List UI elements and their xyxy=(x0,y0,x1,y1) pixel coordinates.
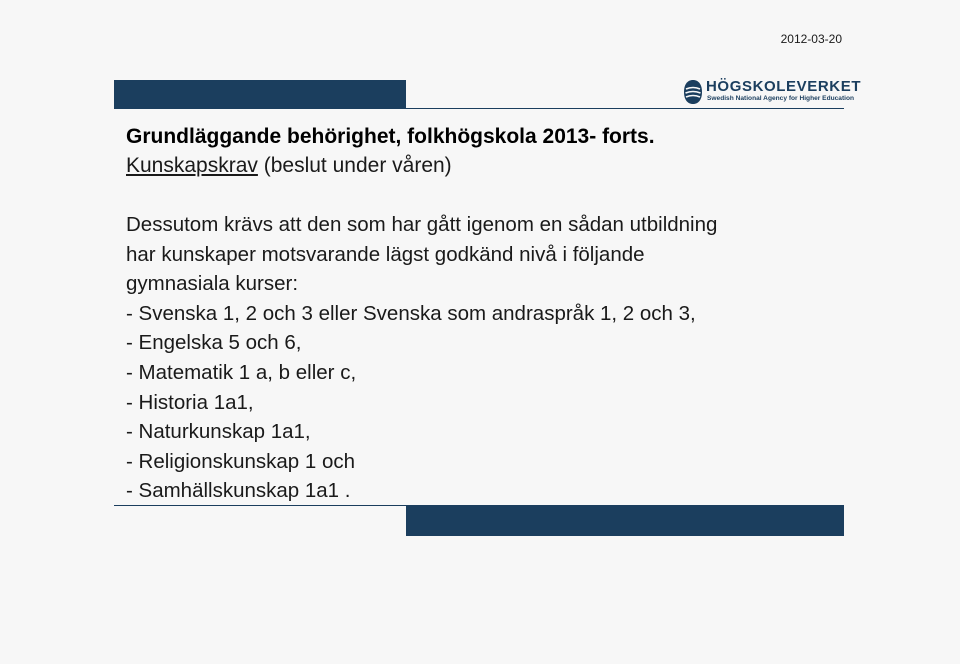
body-line: Dessutom krävs att den som har gått igenom en sådan utbildning xyxy=(126,213,718,236)
body-line: har kunskaper motsvarande lägst godkänd nivå i följande xyxy=(126,242,645,266)
list-item: - Samhällskunskap 1a1 . xyxy=(126,479,351,503)
slide-date: 2012-03-20 xyxy=(780,32,842,46)
header-divider-line xyxy=(406,108,844,109)
logo-emblem-icon xyxy=(683,79,703,105)
slide-body xyxy=(126,210,717,506)
hogskoleverket-logo xyxy=(683,78,862,106)
footer-divider-line xyxy=(114,505,406,506)
list-item: - Svenska 1, 2 och 3 eller Svenska som andraspråk 1, 2 och 3, xyxy=(126,301,696,325)
subtitle-rest: (beslut under våren) xyxy=(257,154,452,177)
footer-accent-bar xyxy=(406,505,844,536)
list-item: - Naturkunskap 1a1, xyxy=(126,420,311,444)
header-accent-bar xyxy=(114,80,406,109)
slide-title: Grundläggande behörighet, folkhögskola 2013- forts. xyxy=(126,125,655,148)
logo-subtitle: Swedish National Agency for Higher Education xyxy=(707,95,855,102)
kunskapskrav-link[interactable]: Kunskapskrav xyxy=(126,154,258,177)
list-item: - Matematik 1 a, b eller c, xyxy=(126,360,357,384)
logo-name: HÖGSKOLEVERKET xyxy=(706,78,862,95)
list-item: - Historia 1a1, xyxy=(126,390,254,414)
list-item: - Engelska 5 och 6, xyxy=(126,331,302,355)
slide-subtitle xyxy=(126,154,452,178)
list-item: - Religionskunskap 1 och xyxy=(126,449,356,473)
body-line: gymnasiala kurser: xyxy=(126,272,299,296)
